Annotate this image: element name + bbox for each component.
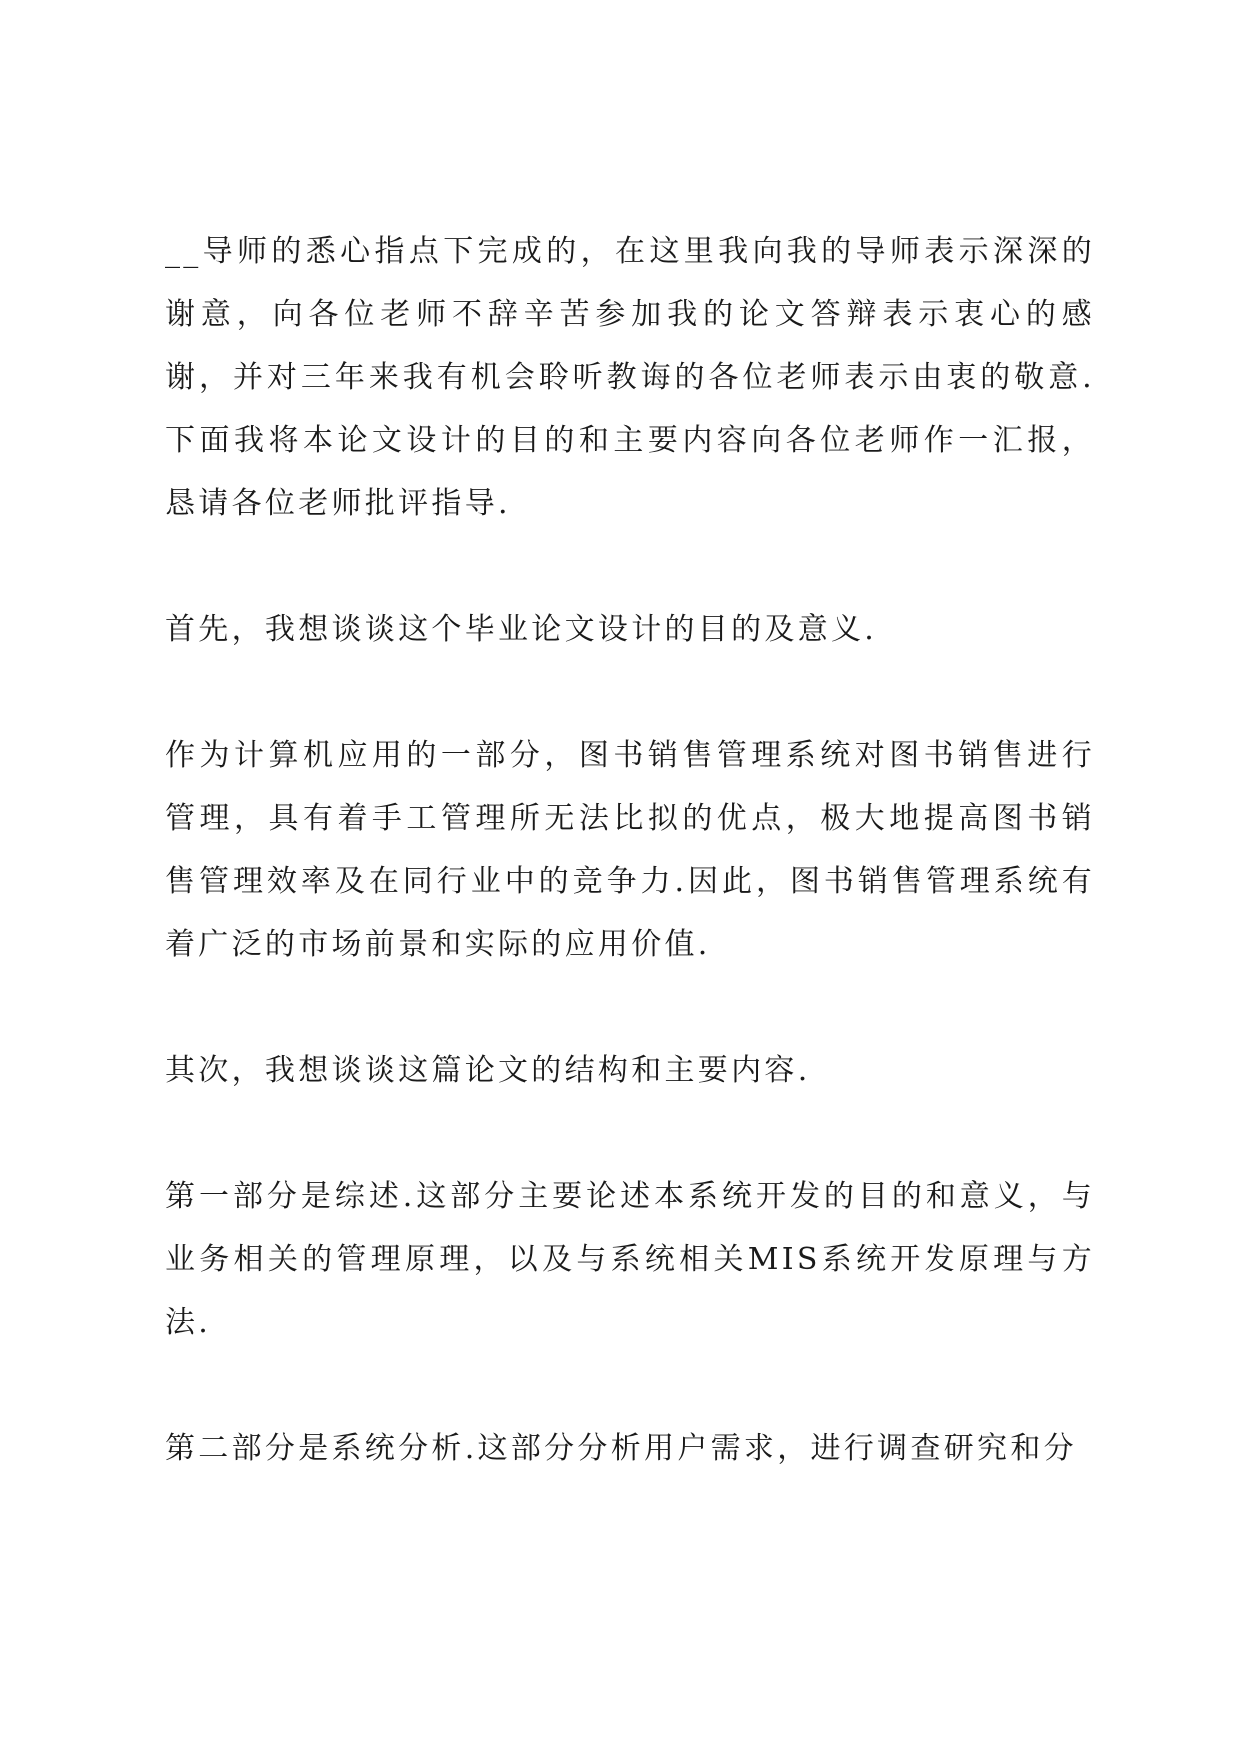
paragraph-part-two: 第二部分是系统分析.这部分分析用户需求，进行调查研究和分 bbox=[165, 1431, 1077, 1466]
paragraph-purpose-intro: 首先，我想谈谈这个毕业论文设计的目的及意义. bbox=[165, 612, 878, 647]
document-body bbox=[165, 220, 1095, 1480]
paragraph-structure-intro: 其次，我想谈谈这篇论文的结构和主要内容. bbox=[165, 1053, 811, 1088]
paragraph-acknowledgement: __导师的悉心指点下完成的，在这里我向我的导师表示深深的谢意，向各位老师不辞辛苦参加我的论文答辩表示衷心的感谢，并对三年来我有机会聆听教诲的各位老师表示由衷的敬意. 下面我将本论文设计的目的和主要内容向各位老师作一汇报，恳请各位老师批评指导. bbox=[165, 234, 1095, 521]
paragraph-part-one: 第一部分是综述.这部分主要论述本系统开发的目的和意义，与业务相关的管理原理，以及与系统相关MIS系统开发原理与方法. bbox=[165, 1179, 1095, 1340]
paragraph-purpose-detail: 作为计算机应用的一部分，图书销售管理系统对图书销售进行管理，具有着手工管理所无法比拟的优点，极大地提高图书销售管理效率及在同行业中的竞争力.因此，图书销售管理系统有着广泛的市场前景和实际的应用价值. bbox=[165, 738, 1095, 962]
